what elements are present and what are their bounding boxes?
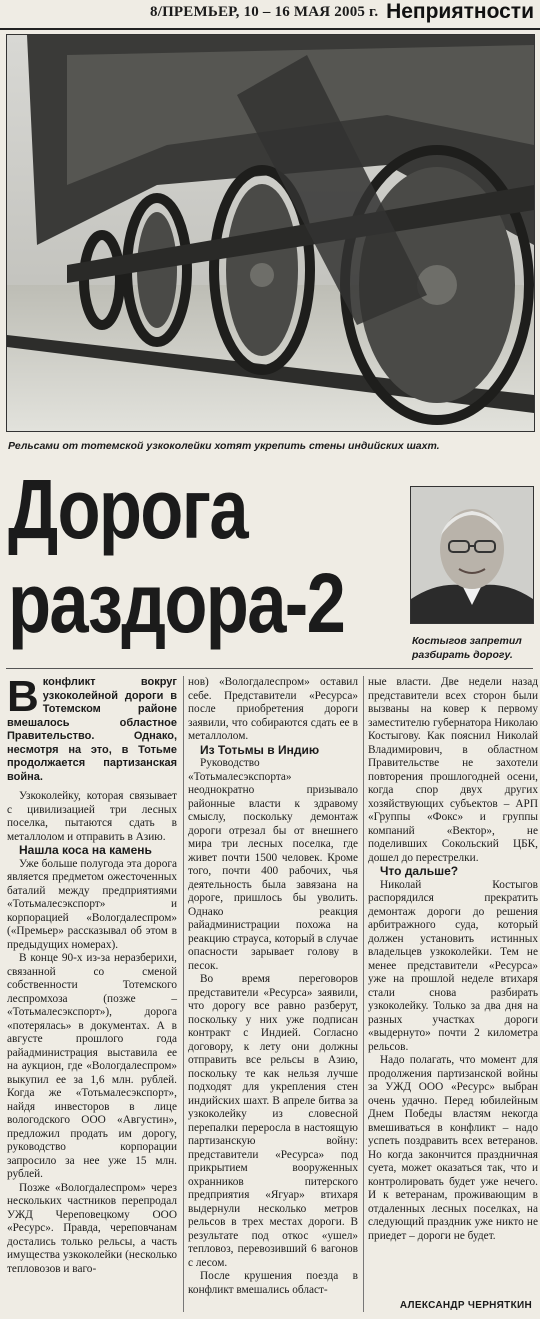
locomotive-image — [7, 35, 534, 431]
subheading: Что дальше? — [380, 864, 459, 878]
lead-paragraph — [7, 672, 177, 784]
paragraph: Уже больше полугода эта дорога является предметом ожесточенных баталий между предприятиями «Тотьмалесэкспорт» и корпорацией «Вологдалеспром» («Премьер» рассказывал об этом в предыдущих номерах). — [7, 857, 177, 951]
paragraph: Руководство «Тотьмалесэкспорта» неоднократно призывало районные власти к здравому смыслу, поскольку демонтаж дороги отрезал бы от внешнего мира три лесных поселка, где живет почти 1500 человек. Кроме того, почти 400 рабочих, чья деятельность была завязана на дороге, пришлось бы уволить. Однако реакция райадминистрации похожа на реакцию страуса, который в случае опасности зарывает голову в песок. — [188, 757, 358, 972]
column-divider — [183, 676, 184, 1312]
issue-info: 8/ПРЕМЬЕР, 10 – 16 МАЯ 2005 г. — [150, 4, 379, 20]
paragraph: ные власти. Две недели назад представители всех сторон были вызваны на ковер к первому заместителю губернатора Николаю Костыгову. Как пояснил Николай Владимирович, в областном Правительстве не захотели повторения прошлогодней осени, когда спор двух других хозяйствующих субъектов – АРП «Группы «Фокс» и группы компаний «Вектор», не поделивших Сокольский ЦБК, дошел до перестрелки. — [368, 676, 538, 864]
paragraph: Узкоколейку, которая связывает с цивилизацией три лесных поселка, пытаются сдать в металлолом и отправить в Азию. — [7, 790, 177, 843]
portrait-image — [411, 487, 533, 623]
divider — [6, 668, 533, 669]
section-title: Неприятности — [386, 0, 534, 23]
article-column-2 — [188, 676, 358, 1297]
paragraph: Николай Костыгов распорядился прекратить демонтаж дороги до решения арбитражного суда, который должен установить истинных владельцев узкоколейки. Тем не менее представители «Ресурса» уже на прошлой неделе втихаря стали снова разбирать узкоколейку. Только за два дня на разных участках дороги «выдернуто» почти 2 километра рельсов. — [368, 878, 538, 1053]
paragraph: Позже «Вологдалеспром» через нескольких частников перепродал УЖД Череповецкому ООО «Ресурс». Правда, череповчанам достались только рельсы, а часть имущества узкоколейки (несколько тепловозов и ваго- — [7, 1181, 177, 1275]
locomotive-photo — [6, 34, 535, 432]
page-header — [0, 0, 540, 30]
subheading: Нашла коса на камень — [19, 843, 152, 857]
paragraph: Надо полагать, что момент для продолжения партизанской войны за УЖД ООО «Ресурс» выбран очень удачно. Перед юбилейным Днем Победы властям некогда вмешиваться в конфликт – надо успеть поздравить всех ветеранов. Но когда закончится праздничная суета, может оказаться так, что и контролировать будет уже нечего. И к ветеранам, проживающим в отдаленных лесных поселках, на следующий праздник уже никто не приедет – дороги не будет. — [368, 1054, 538, 1242]
subheading: Из Тотьмы в Индию — [200, 742, 320, 757]
portrait-photo — [410, 486, 534, 624]
paragraph: Во время переговоров представители «Ресурса» заявили, что дорогу все равно разберут, поскольку у них уже подписан контракт с Индией. Согласно договору, к лету они должны отправить все рельсы в Азию, поскольку те как нельзя лучше подходят для укрепления стен индийских шахт. В апреле битва за узкоколейку из словесной перепалки переросла в настоящую партизанскую войну: представители «Ресурса» под прикрытием вооруженных охранников питерского предприятия «Ягуар» втихаря выдернули несколько метров рельсов в трех местах дороги. В результате под откос «ушел» тепловоз, перевозивший 6 вагонов с лесом. — [188, 973, 358, 1269]
paragraph: После крушения поезда в конфликт вмешались област- — [188, 1270, 358, 1296]
headline-line-2: раздора-2 — [8, 556, 345, 650]
article-column-3 — [368, 676, 538, 1243]
lead-text: конфликт вокруг узкоколейной дороги в Тотемском районе вмешалось областное Правительство. Однако, несмотря на это, в Тотьме продолжается партизанская война. — [7, 676, 177, 783]
column-divider — [363, 676, 364, 1312]
headline-line-1: Дорога — [8, 462, 247, 556]
paragraph: В конце 90-х из-за неразберихи, связанной со сменой собственности Тотемского леспромхоза (позже – «Тотьмалесэкспорт»), дорога «потерялась» в документах. А в августе прошлого года райадминистрация выставила ее на аукцион, где «Вологдалеспром» выкупил ее за 1,6 млн. рублей. Когда же «Тотьмалесэкспорт», найдя инвесторов в лице вологодского ООО «Августин», предложил продать им дорогу, руководство корпорации запросило за нее уже 15 млн. рублей. — [7, 952, 177, 1180]
photo-caption: Рельсами от тотемской узкоколейки хотят укрепить стены индийских шахт. — [8, 440, 440, 452]
paragraph: нов) «Вологдалеспром» оставил себе. Представители «Ресурса» после приобретения дороги заявили, что собираются сдать ее в металлолом. — [188, 676, 358, 742]
drop-cap: В — [7, 672, 39, 721]
article-headline — [8, 462, 344, 650]
article-column-1 — [7, 672, 177, 1276]
portrait-caption: Костыгов запретил разбирать дорогу. — [412, 635, 522, 661]
author-byline: АЛЕКСАНДР ЧЕРНЯТКИН — [399, 1300, 532, 1311]
